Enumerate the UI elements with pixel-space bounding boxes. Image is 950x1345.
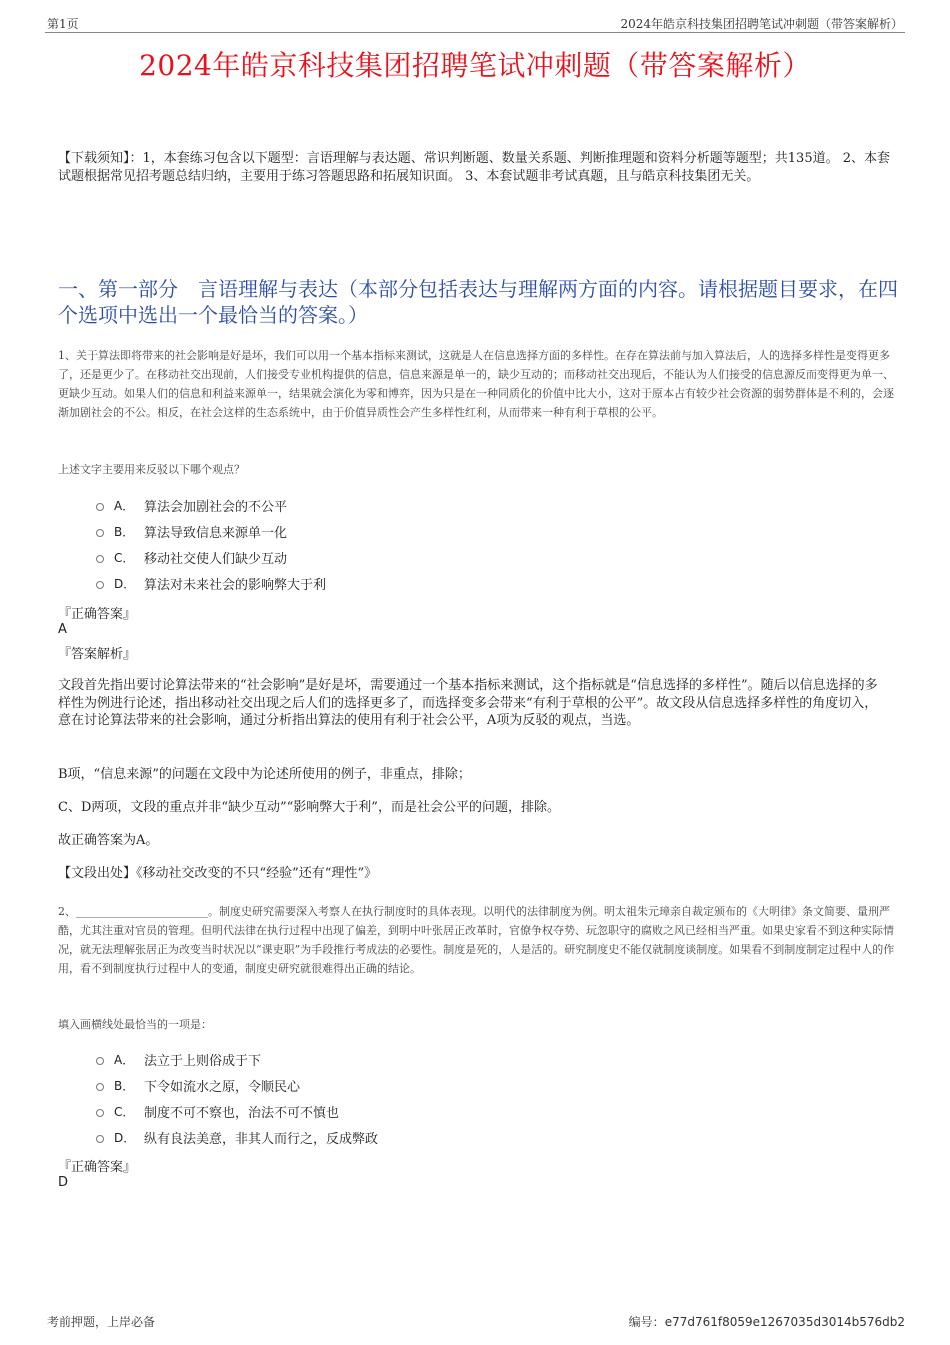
footer-code: [629, 1313, 905, 1330]
q1-analysis-paragraph: B项，“信息来源”的问题在文段中为论述所使用的例子，非重点，排除；: [58, 767, 471, 782]
section-heading: 一、第一部分 言语理解与表达（本部分包括表达与理解两方面的内容。请根据题目要求，在四个选项中选出一个最恰当的答案。）: [58, 277, 898, 327]
q1-option-a[interactable]: A． 算法会加剧社会的不公平: [96, 495, 287, 515]
question-2-prompt: 填入画横线处最恰当的一项是：: [58, 1018, 212, 1031]
radio-icon[interactable]: [96, 1135, 104, 1143]
q2-option-c[interactable]: C． 制度不可不察也，治法不可不慎也: [96, 1101, 339, 1121]
q1-option-b[interactable]: B． 算法导致信息来源单一化: [96, 521, 287, 541]
question-1-text: 1、关于算法即将带来的社会影响是好是坏，我们可以用一个基本指标来测试，这就是人在信息选择方面的多样性。在存在算法前与加入算法后，人的选择多样性是变得更多了，还是更少了。在移动社交出现前，人们接受专业机构提供的信息，信息来源是单一的，缺少互动的；而移动社交出现后，不能认为人们接受的信息源反而变得更为单一、更缺少互动。如果人们的信息和利益来源单一，结果就会演化为零和博弈，因为只是在一种同质化的价值中比大小，这对于原本占有较少社会资源的弱势群体是不利的，会逐渐加剧社会的不公。相反，在社会这样的生态系统中，由于价值异质性会产生多样性红利，从而带来一种有利于草根的公平。: [58, 349, 894, 419]
q1-analysis-label: 『答案解析』: [58, 647, 137, 662]
q1-option-c[interactable]: C． 移动社交使人们缺少互动: [96, 547, 287, 567]
page-number: 第1页: [47, 17, 79, 31]
footer-code-label: 编号：: [628, 1315, 665, 1329]
q1-source: 【文段出处】《移动社交改变的不只“经验”还有“理性”》: [58, 866, 378, 881]
footer-slogan: 考前押题，上岸必备: [47, 1315, 156, 1329]
page-title: 2024年皓京科技集团招聘笔试冲刺题（带答案解析）: [139, 49, 811, 82]
q1-answer: A: [58, 622, 67, 637]
question-1-prompt: 上述文字主要用来反驳以下哪个观点？: [58, 463, 245, 476]
radio-icon[interactable]: [96, 503, 104, 511]
download-notice: 【下载须知】：1，本套练习包含以下题型：言语理解与表达题、常识判断题、数量关系题、判断推理题和资料分析题等题型；共135道。 2、本套试题根据常见招考题总结归纳，主要用于练习答题思路和拓展知识面。 3、本套试题非考试真题，且与皓京科技集团无关。: [58, 151, 890, 184]
q2-option-a[interactable]: A． 法立于上则俗成于下: [96, 1049, 261, 1069]
q2-answer-label: 『正确答案』: [58, 1160, 137, 1175]
q2-option-b[interactable]: B． 下令如流水之原，令顺民心: [96, 1075, 300, 1095]
q2-answer: D: [58, 1175, 69, 1190]
header-doc-title: 2024年皓京科技集团招聘笔试冲刺题（带答案解析）: [620, 17, 903, 31]
header-divider: [45, 32, 905, 33]
question-2-text: 2、________________________。制度史研究需要深入考察人在执行制度时的具体表现。以明代的法律制度为例。明太祖朱元璋亲自裁定颁布的《大明律》条文简要、量刑严酷，尤其注重对官员的管理。但明代法律在执行过程中出现了偏差，到明中叶张居正改革时，官僚争权夺势、玩忽职守的腐败之风已经相当严重。如果史家看不到这种实际情况，就无法理解张居正为改变当时状况以“课吏职”为手段推行考成法的必要性。制度是死的，人是活的。研究制度史不能仅就制度谈制度。如果看不到制度制定过程中人的作用，看不到制度执行过程中人的变通，制度史研究就很难得出正确的结论。: [58, 905, 895, 975]
q1-analysis-paragraph: 故正确答案为A。: [58, 833, 159, 848]
radio-icon[interactable]: [96, 529, 104, 537]
radio-icon[interactable]: [96, 1109, 104, 1117]
radio-icon[interactable]: [96, 555, 104, 563]
q1-answer-label: 『正确答案』: [58, 607, 137, 622]
radio-icon[interactable]: [96, 1057, 104, 1065]
q2-option-d[interactable]: D． 纵有良法美意，非其人而行之，反成弊政: [96, 1127, 378, 1147]
q1-option-d[interactable]: D． 算法对未来社会的影响弊大于利: [96, 573, 326, 593]
footer-code-value: e77d761f8059e1267035d3014b576db2: [664, 1315, 905, 1329]
q1-analysis-paragraph: 文段首先指出要讨论算法带来的“社会影响”是好是坏，需要通过一个基本指标来测试，这个指标就是“信息选择的多样性”。随后以信息选择的多样性为例进行论述，指出移动社交出现之后人们的选择更多了，而选择变多会带来“有利于草根的公平”。故文段从信息选择多样性的角度切入，意在讨论算法带来的社会影响，通过分析指出算法的使用有利于社会公平，A项为反驳的观点，当选。: [58, 678, 878, 728]
q1-analysis-paragraph: C、D两项，文段的重点并非“缺少互动”“影响弊大于利”，而是社会公平的问题，排除。: [58, 800, 560, 815]
radio-icon[interactable]: [96, 581, 104, 589]
radio-icon[interactable]: [96, 1083, 104, 1091]
